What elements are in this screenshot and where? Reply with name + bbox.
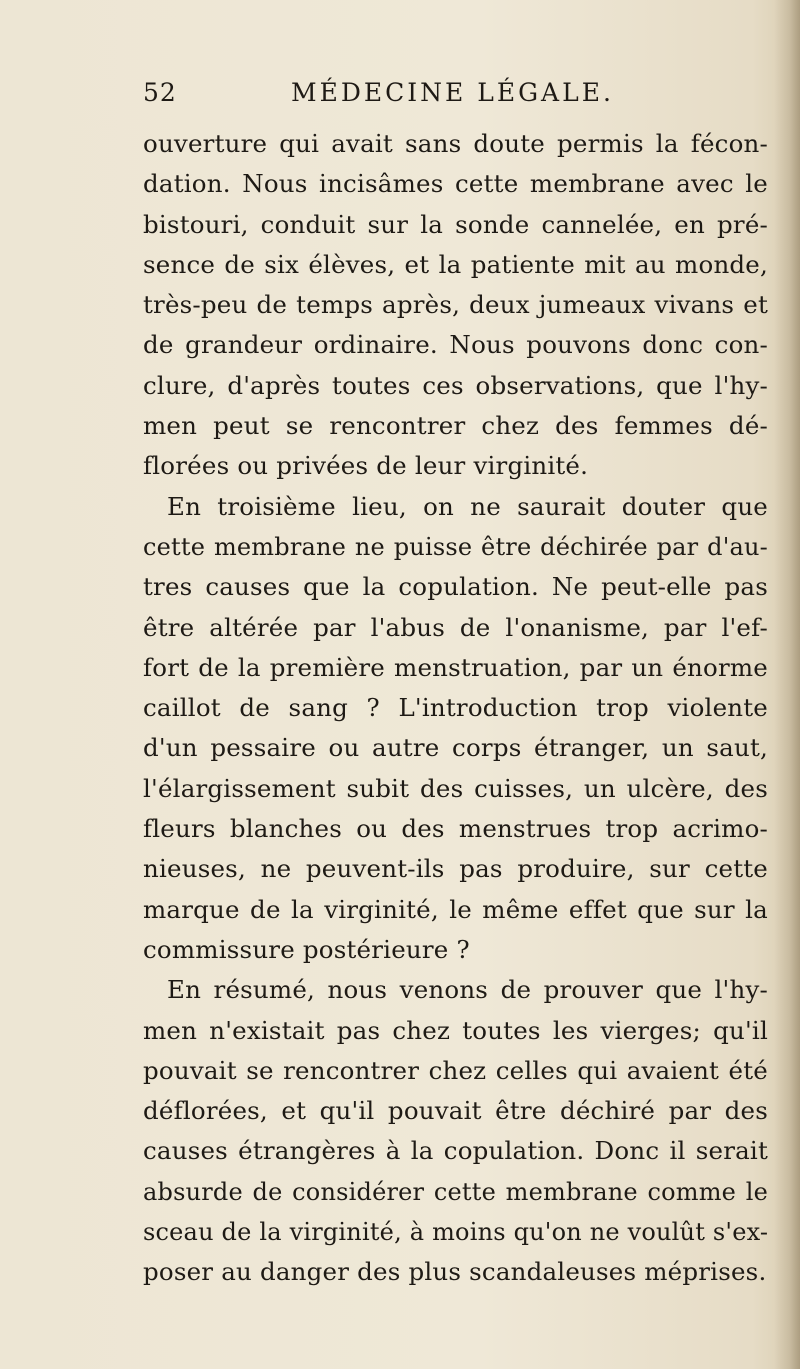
running-title: MÉDECINE LÉGALE. [291,78,614,107]
text-line: très-peu de temps après, deux jumeaux vivans et [143,290,768,320]
text-line: caillot de sang ? L'introduction trop violente [143,693,768,723]
text-line: commissure postérieure ? [143,934,470,964]
paragraph [143,970,768,1292]
text-line: tres causes que la copulation. Ne peut-elle pas [143,572,768,602]
text-line: nieuses, ne peuvent-ils pas produire, sur cette [143,854,768,884]
page-number: 52 [143,78,177,107]
text-line: ouverture qui avait sans doute permis la fécon- [143,129,768,158]
text-line: dation. Nous incisâmes cette membrane avec le [143,169,768,199]
text-line: l'élargissement subit des cuisses, un ulcère, des [143,773,768,803]
text-line: fort de la première menstruation, par un énorme [143,652,768,682]
text-line: poser au danger des plus scandaleuses méprises. [143,1257,767,1287]
text-line: florées ou privées de leur virginité. [143,451,589,481]
text-line: fleurs blanches ou des menstrues trop acrimo- [143,814,768,844]
text-line: cette membrane ne puisse être déchirée par d'au- [143,532,768,561]
text-line: absurde de considérer cette membrane comme le [143,1177,768,1206]
paragraph [143,487,768,971]
body-text [143,124,768,1293]
page-header [143,78,663,118]
text-line: sceau de la virginité, à moins qu'on ne voulût s'ex- [143,1218,769,1247]
text-line: déflorées, et qu'il pouvait être déchiré par des [143,1096,768,1126]
text-line: être altérée par l'abus de l'onanisme, par l'ef- [143,612,768,642]
text-line: men peut se rencontrer chez des femmes dé- [143,411,768,441]
text-line: bistouri, conduit sur la sonde cannelée, en pré- [143,209,768,239]
text-line: marque de la virginité, le même effet que sur la [143,894,768,924]
text-line: causes étrangères à la copulation. Donc il serait [143,1136,768,1166]
page-edge-shadow [774,0,800,1369]
paragraph [143,124,768,487]
text-line: En résumé, nous venons de prouver que l'hy- [167,975,768,1005]
text-line: clure, d'après toutes ces observations, que l'hy- [143,370,768,400]
text-line: men n'existait pas chez toutes les vierges; qu'il [143,1015,768,1045]
text-line: sence de six élèves, et la patiente mit au monde, [143,249,768,279]
text-line: de grandeur ordinaire. Nous pouvons donc con- [143,330,768,360]
text-line: En troisième lieu, on ne saurait douter que [167,491,768,521]
text-line: pouvait se rencontrer chez celles qui avaient été [143,1055,768,1085]
text-line: d'un pessaire ou autre corps étranger, un saut, [143,733,768,763]
